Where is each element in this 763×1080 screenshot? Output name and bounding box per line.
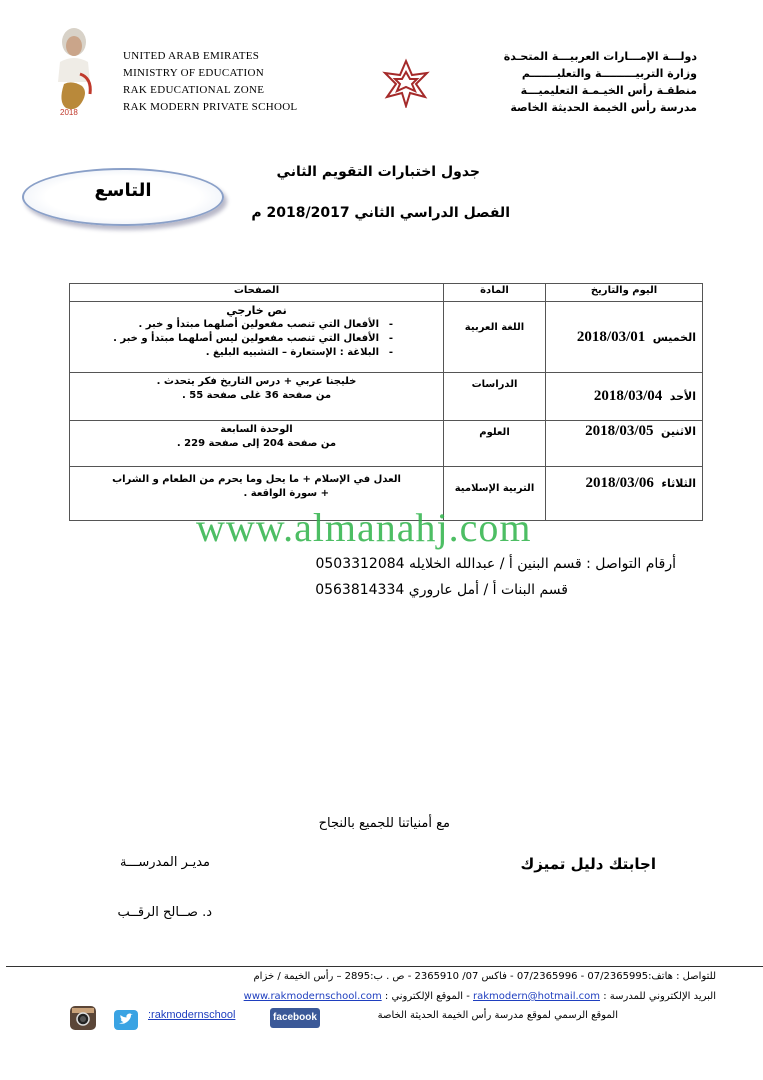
email-label: البريد الإلكتروني للمدرسة : <box>603 991 716 1002</box>
footer-email-line <box>60 991 716 1002</box>
contact-girls: قسم البنات أ / أمل عاروري 0563814334 <box>315 582 568 598</box>
principal-title: مديـر المدرســـة <box>120 855 210 870</box>
subject-name: العلوم <box>479 427 510 438</box>
day-cell <box>546 421 703 467</box>
table-header-row <box>70 284 703 302</box>
exam-date: 2018/03/06 <box>585 475 654 491</box>
facebook-icon[interactable] <box>270 1008 320 1028</box>
zayed-portrait-icon <box>52 22 98 120</box>
closing-wish: مع أمنياتنا للجميع بالنجاح <box>318 816 450 831</box>
ar-line-zone: منطقـة رأس الخيـمـة التعليميـــة <box>520 84 697 97</box>
day-name: الاثنين <box>661 425 696 438</box>
pages-line: من صفحة 204 إلى صفحة 229 . <box>176 438 337 449</box>
day-name: الثلاثاء <box>661 477 696 490</box>
facebook-label: facebook <box>273 1012 317 1023</box>
day-cell <box>546 467 703 521</box>
pages-line: + سورة الواقعة . <box>243 488 329 499</box>
day-name: الأحد <box>669 390 696 403</box>
list-item: - الأفعال التي تنصب مفعولين ليس أصلهما مبتدأ و خبر . <box>74 332 379 346</box>
day-name: الخميس <box>652 330 696 344</box>
day-cell <box>546 302 703 373</box>
website-link[interactable]: www.rakmodernschool.com <box>243 991 382 1002</box>
page-subtitle: الفصل الدراسي الثاني 2018/2017 م <box>251 205 510 221</box>
subject-name: اللغة العربية <box>464 322 525 333</box>
ministry-emblem-icon <box>381 58 431 108</box>
subject-cell <box>444 373 546 421</box>
arabic-header <box>497 48 697 116</box>
motto: اجابتك دليل تميزك <box>520 855 656 873</box>
zayed-year-logo <box>52 22 98 120</box>
pages-line: العدل في الإسلام + ما يحل وما يحرم من الطعام و الشراب <box>112 474 401 485</box>
exam-date: 2018/03/05 <box>585 423 654 439</box>
ar-line-country: دولـــة الإمـــارات العربيـــة المتحـدة <box>503 50 697 63</box>
grade-label: التاسع <box>94 180 152 201</box>
ar-line-ministry: وزارة التربيـــــــــة والتعليـــــــم <box>521 67 697 80</box>
subject-cell <box>444 421 546 467</box>
principal-name: د. صــالح الرقــب <box>117 905 212 920</box>
website-label: - الموقع الإلكتروني : <box>384 991 470 1002</box>
pages-cell <box>70 421 444 467</box>
subject-name: التربية الإسلامية <box>454 483 535 494</box>
header-pages: الصفحات <box>70 284 444 302</box>
list-item: - الأفعال التي تنصب مفعولين أصلهما مبتدأ و خبر . <box>74 318 379 332</box>
contact-boys: أرقام التواصل : قسم البنين أ / عبدالله الخلايله 0503312084 <box>315 556 676 572</box>
social-handle-link[interactable]: :rakmodernschool <box>148 1009 236 1021</box>
exam-schedule-table <box>69 283 703 521</box>
page-title: جدول اختبارات التقويم الثاني <box>276 164 480 180</box>
subject-name: الدراسات <box>471 379 518 390</box>
footer-contact-line: للتواصل : هاتف:07/2365995 - 07/2365996 - فاكس 07/ 2365910 - ص . ب:2895 – رأس الخيمة / خزام <box>253 971 716 982</box>
table-row <box>70 421 703 467</box>
watermark: www.almanahj.com <box>196 505 532 550</box>
footer-divider <box>6 966 763 967</box>
exam-date: 2018/03/01 <box>576 328 646 345</box>
table-row <box>70 302 703 373</box>
en-line-school: RAK MODERN PRIVATE SCHOOL <box>123 101 298 113</box>
pages-line: من صفحة 36 غلى صفحة 55 . <box>181 390 332 401</box>
table-row <box>70 373 703 421</box>
instagram-icon[interactable] <box>70 1006 96 1030</box>
logo-year: 2018 <box>60 108 78 117</box>
list-item: - البلاغة : الإستعارة – التشبيه البليغ . <box>74 346 379 360</box>
day-cell <box>546 373 703 421</box>
twitter-icon[interactable] <box>114 1010 138 1030</box>
pages-list <box>74 318 439 360</box>
grade-badge <box>22 168 224 226</box>
email-link[interactable]: rakmodern@hotmail.com <box>473 991 601 1002</box>
en-line-country: UNITED ARAB EMIRATES <box>123 50 260 62</box>
en-line-ministry: MINISTRY OF EDUCATION <box>123 67 264 79</box>
pages-line: خليجنا عربي + درس التاريخ فكر يتحدث . <box>156 376 357 387</box>
ar-line-school: مدرسة رأس الخيمة الحديثة الخاصة <box>510 101 697 114</box>
header-subject: المادة <box>444 284 546 302</box>
english-header <box>123 48 297 116</box>
subject-cell <box>444 302 546 373</box>
pages-line: الوحدة السابعة <box>220 424 293 435</box>
pages-cell <box>70 373 444 421</box>
pages-heading: نص خارجي <box>226 304 287 317</box>
pages-cell <box>70 302 444 373</box>
footer-official-line: الموقع الرسمي لموقع مدرسة رأس الخيمة الحديثة الخاصة <box>377 1010 618 1021</box>
header-day: اليوم والتاريخ <box>546 284 703 302</box>
en-line-zone: RAK EDUCATIONAL ZONE <box>123 84 265 96</box>
exam-date: 2018/03/04 <box>593 388 663 404</box>
